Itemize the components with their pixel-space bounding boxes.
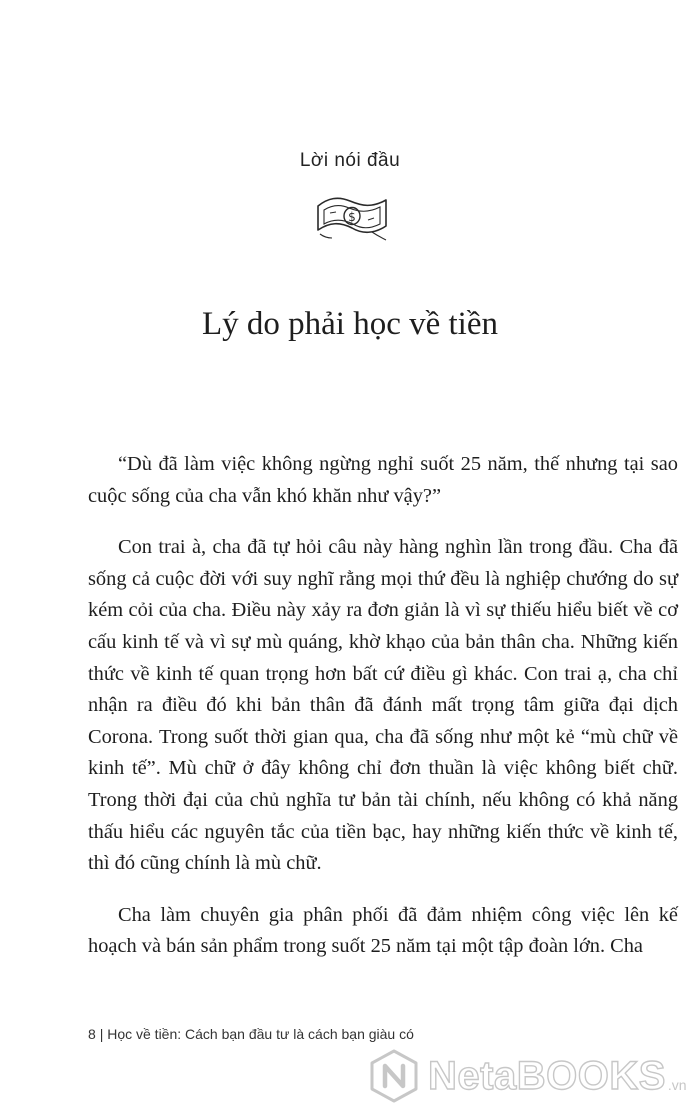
page-number: 8 — [88, 1026, 96, 1042]
netabooks-logo-icon — [366, 1048, 422, 1104]
paragraph: “Dù đã làm việc không ngừng nghỉ suốt 25 năm, thế nhưng tại sao cuộc sống của cha vẫn khó khăn như vậy?” — [88, 453, 678, 507]
money-bill-icon — [312, 186, 392, 248]
watermark-brand: NetaBOOKS — [428, 1053, 666, 1098]
chapter-label: Lời nói đầu — [299, 150, 401, 171]
page-footer — [88, 1026, 414, 1042]
chapter-title: Lý do phải học về tiền — [201, 306, 498, 342]
watermark — [366, 1048, 687, 1104]
footer-book-title: Học về tiền: Cách bạn đầu tư là cách bạn giàu có — [107, 1026, 414, 1042]
paragraph: Cha làm chuyên gia phân phối đã đảm nhiệm công việc lên kế hoạch và bán sản phẩm trong suốt 25 năm tại một tập đoàn lớn. Cha — [88, 903, 678, 958]
svg-text:$: $ — [348, 210, 356, 224]
body-text — [88, 449, 678, 983]
watermark-suffix: .vn — [667, 1077, 687, 1093]
footer-separator: | — [99, 1026, 104, 1042]
paragraph: Con trai à, cha đã tự hỏi câu này hàng nghìn lần trong đầu. Cha đã sống cả cuộc đời với suy nghĩ rằng mọi thứ đều là nghiệp chướng do sự kém cỏi của cha. Điều này xảy ra đơn giản là vì sự thiếu hiểu biết về cơ cấu kinh tế và vì sự mù quáng, khờ khạo của bản thân cha. Những kiến thức về kinh tế quan trọng hơn bất cứ điều gì khác. Con trai ạ, cha chỉ nhận ra điều đó khi bản thân đã đánh mất trọng tâm giữa đại dịch Corona. Trong suốt thời gian qua, cha đã sống như một kẻ “mù chữ về kinh tế”. Mù chữ ở đây không chỉ đơn thuần là việc không biết chữ. Trong thời đại của chủ nghĩa tư bản tài chính, nếu không có khả năng thấu hiểu các nguyên tắc của tiền bạc, hay những kiến thức về kinh tế, thì đó cũng chính là mù chữ. — [88, 536, 678, 875]
